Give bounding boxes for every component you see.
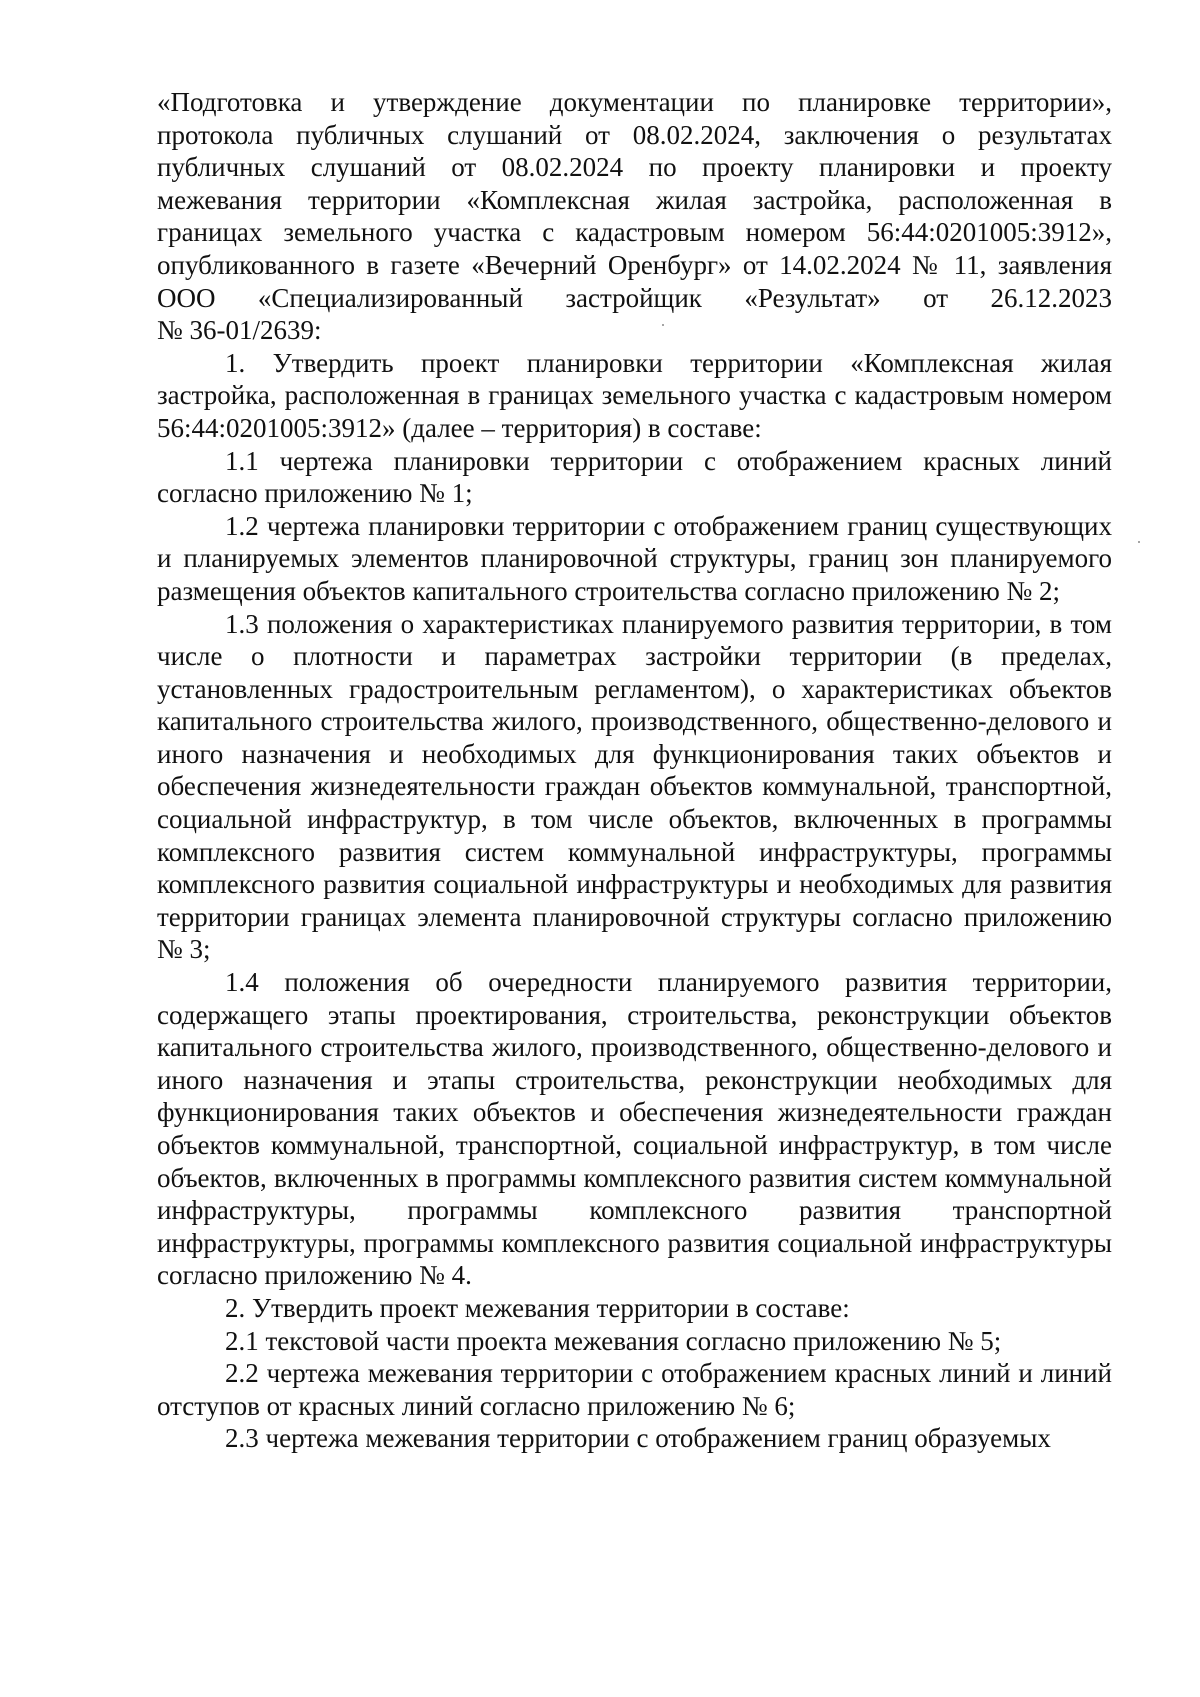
preamble-line-3: публичных слушаний от 08.02.2024 по проекту планировки и проекту (157, 152, 1112, 183)
paragraph-2-3: 2.3 чертежа межевания территории с отображением границ образуемых (225, 1423, 1051, 1454)
preamble-line-4: межевания территории «Комплексная жилая застройка, расположенная в (157, 184, 1112, 215)
preamble-line-1: «Подготовка и утверждение документации по планировке территории», (157, 87, 1112, 117)
preamble-line-6: опубликованного в газете «Вечерний Оренбург» от 14.02.2024 № 11, заявления (157, 249, 1112, 280)
paragraph-2: 2. Утвердить проект межевания территории в составе: (225, 1292, 850, 1323)
document-body (157, 86, 1112, 1455)
preamble-line-5: границах земельного участка с кадастровым номером 56:44:0201005:3912», (157, 217, 1112, 248)
paragraph-2-2: 2.2 чертежа межевания территории с отображением красных линий и линий отступов от красных линий согласно приложению № 6; (157, 1358, 1112, 1421)
scan-speck (662, 324, 664, 326)
paragraph-1: 1. Утвердить проект планировки территории «Комплексная жилая застройка, расположенная в границах земельного участка с кадастровым номером 56:44:0201005:3912» (далее – территория) в составе: (157, 347, 1112, 443)
preamble-line-7: ООО «Специализированный застройщик «Результат» от 26.12.2023 (157, 282, 1112, 313)
scan-speck (1138, 541, 1140, 543)
paragraph-1-2: 1.2 чертежа планировки территории с отображением границ существующих и планируемых элементов планировочной структуры, границ зон планируемого размещения объектов капитального строительства согласно приложению № 2; (157, 510, 1112, 606)
preamble-line-8: № 36-01/2639: (157, 315, 322, 346)
paragraph-2-1: 2.1 текстовой части проекта межевания согласно приложению № 5; (225, 1325, 1002, 1356)
paragraph-1-1: 1.1 чертежа планировки территории с отображением красных линий согласно приложению № 1; (157, 445, 1112, 509)
paragraph-1-4: 1.4 положения об очередности планируемого развития территории, содержащего этапы проектирования, строительства, реконструкции объектов капитального строительства жилого, производственного, общественно-делового и иного назначения и этапы строительства, реконструкции необходимых для функционирования таких объектов и обеспечения жизнедеятельности граждан объектов коммунальной, транспортной, социальной инфраструктур, в том числе объектов, включенных в программы комплексного развития систем коммунальной инфраструктуры, программы комплексного развития транспортной инфраструктуры, программы комплексного развития социальной инфраструктуры согласно приложению № 4. (157, 967, 1112, 1291)
paragraph-1-3: 1.3 положения о характеристиках планируемого развития территории, в том числе о плотности и параметрах застройки территории (в пределах, установленных градостроительным регламентом), о характеристиках объектов капитального строительства жилого, производственного, общественно-делового и иного назначения и необходимых для функционирования таких объектов и обеспечения жизнедеятельности граждан объектов коммунальной, транспортной, социальной инфраструктур, в том числе объектов, включенных в программы комплексного развития систем коммунальной инфраструктуры, программы комплексного развития социальной инфраструктуры и необходимых для развития территории границах элемента планировочной структуры согласно приложению № 3; (157, 608, 1112, 965)
preamble-line-2: протокола публичных слушаний от 08.02.2024, заключения о результатах (157, 119, 1112, 150)
